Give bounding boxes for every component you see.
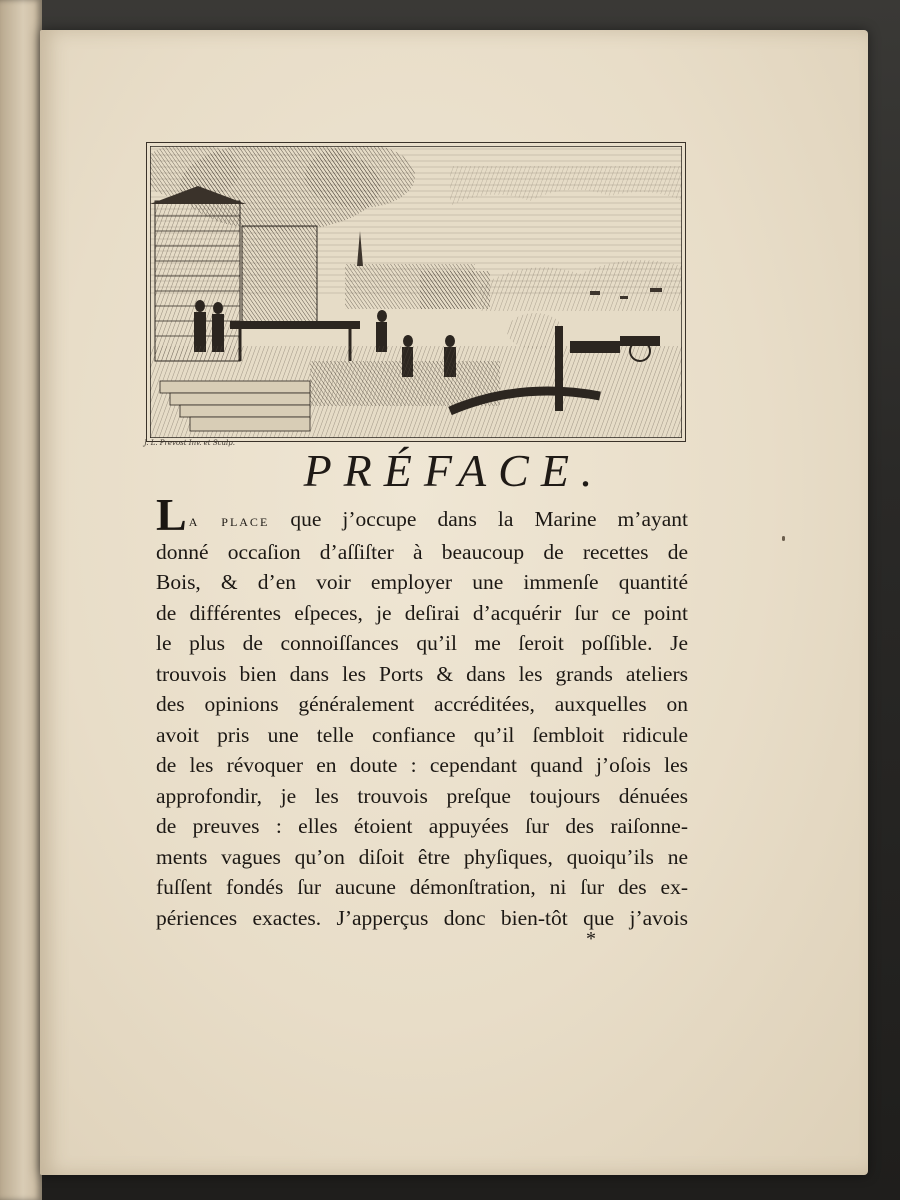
text-line-12: ments vagues qu’on diſoit être phyſiques, quoiqu’ils ne bbox=[156, 844, 688, 869]
text-line-2: donné occaſion d’aſſiſter à beaucoup de recettes de bbox=[156, 539, 688, 564]
engraving-illustration bbox=[150, 146, 682, 438]
book-page bbox=[40, 30, 868, 1175]
text-line-13: fuſſent fondés ſur aucune démonſtration, ni ſur des ex- bbox=[156, 875, 688, 899]
preface-text bbox=[156, 489, 689, 933]
text-line-14: périences exactes. J’apperçus donc bien-tôt que j’avois bbox=[156, 905, 688, 930]
text-line-6: trouvois bien dans les Ports & dans les grands ateliers bbox=[156, 661, 688, 686]
text-line-9: de les révoquer en doute : cependant quand j’oſois les bbox=[156, 753, 688, 777]
text-line-5: le plus de connoiſſances qu’il me ſeroit poſſible. Je bbox=[156, 631, 688, 655]
engraving-frame bbox=[146, 142, 686, 442]
text-line-10: approfondir, je les trouvois preſque toujours dénuées bbox=[156, 783, 688, 808]
drop-cap-letter: L bbox=[156, 489, 187, 540]
text-line-8: avoit pris une telle confiance qu’il ſembloit ridicule bbox=[156, 722, 688, 747]
lead-word: a place bbox=[188, 511, 270, 530]
text-line-1 bbox=[156, 489, 689, 540]
text-line-7: des opinions généralement accréditées, auxquelles on bbox=[156, 692, 688, 716]
left-page-edge bbox=[0, 0, 42, 1200]
paper-speck bbox=[782, 536, 785, 541]
text-line-11: de preuves : elles étoient appuyées ſur des raiſonne- bbox=[156, 814, 688, 838]
signature-mark: * bbox=[586, 928, 596, 950]
text-line-4: de différentes eſpeces, je deſirai d’acquérir ſur ce point bbox=[156, 600, 688, 625]
text-line-3: Bois, & d’en voir employer une immenſe quantité bbox=[156, 570, 688, 594]
engraver-credit: J. L. Prevost Inv. et Sculp. bbox=[144, 439, 236, 447]
line-text: que j’occupe dans la Marine m’ayant bbox=[269, 507, 689, 531]
page-title: PRÉFACE. bbox=[303, 445, 605, 496]
